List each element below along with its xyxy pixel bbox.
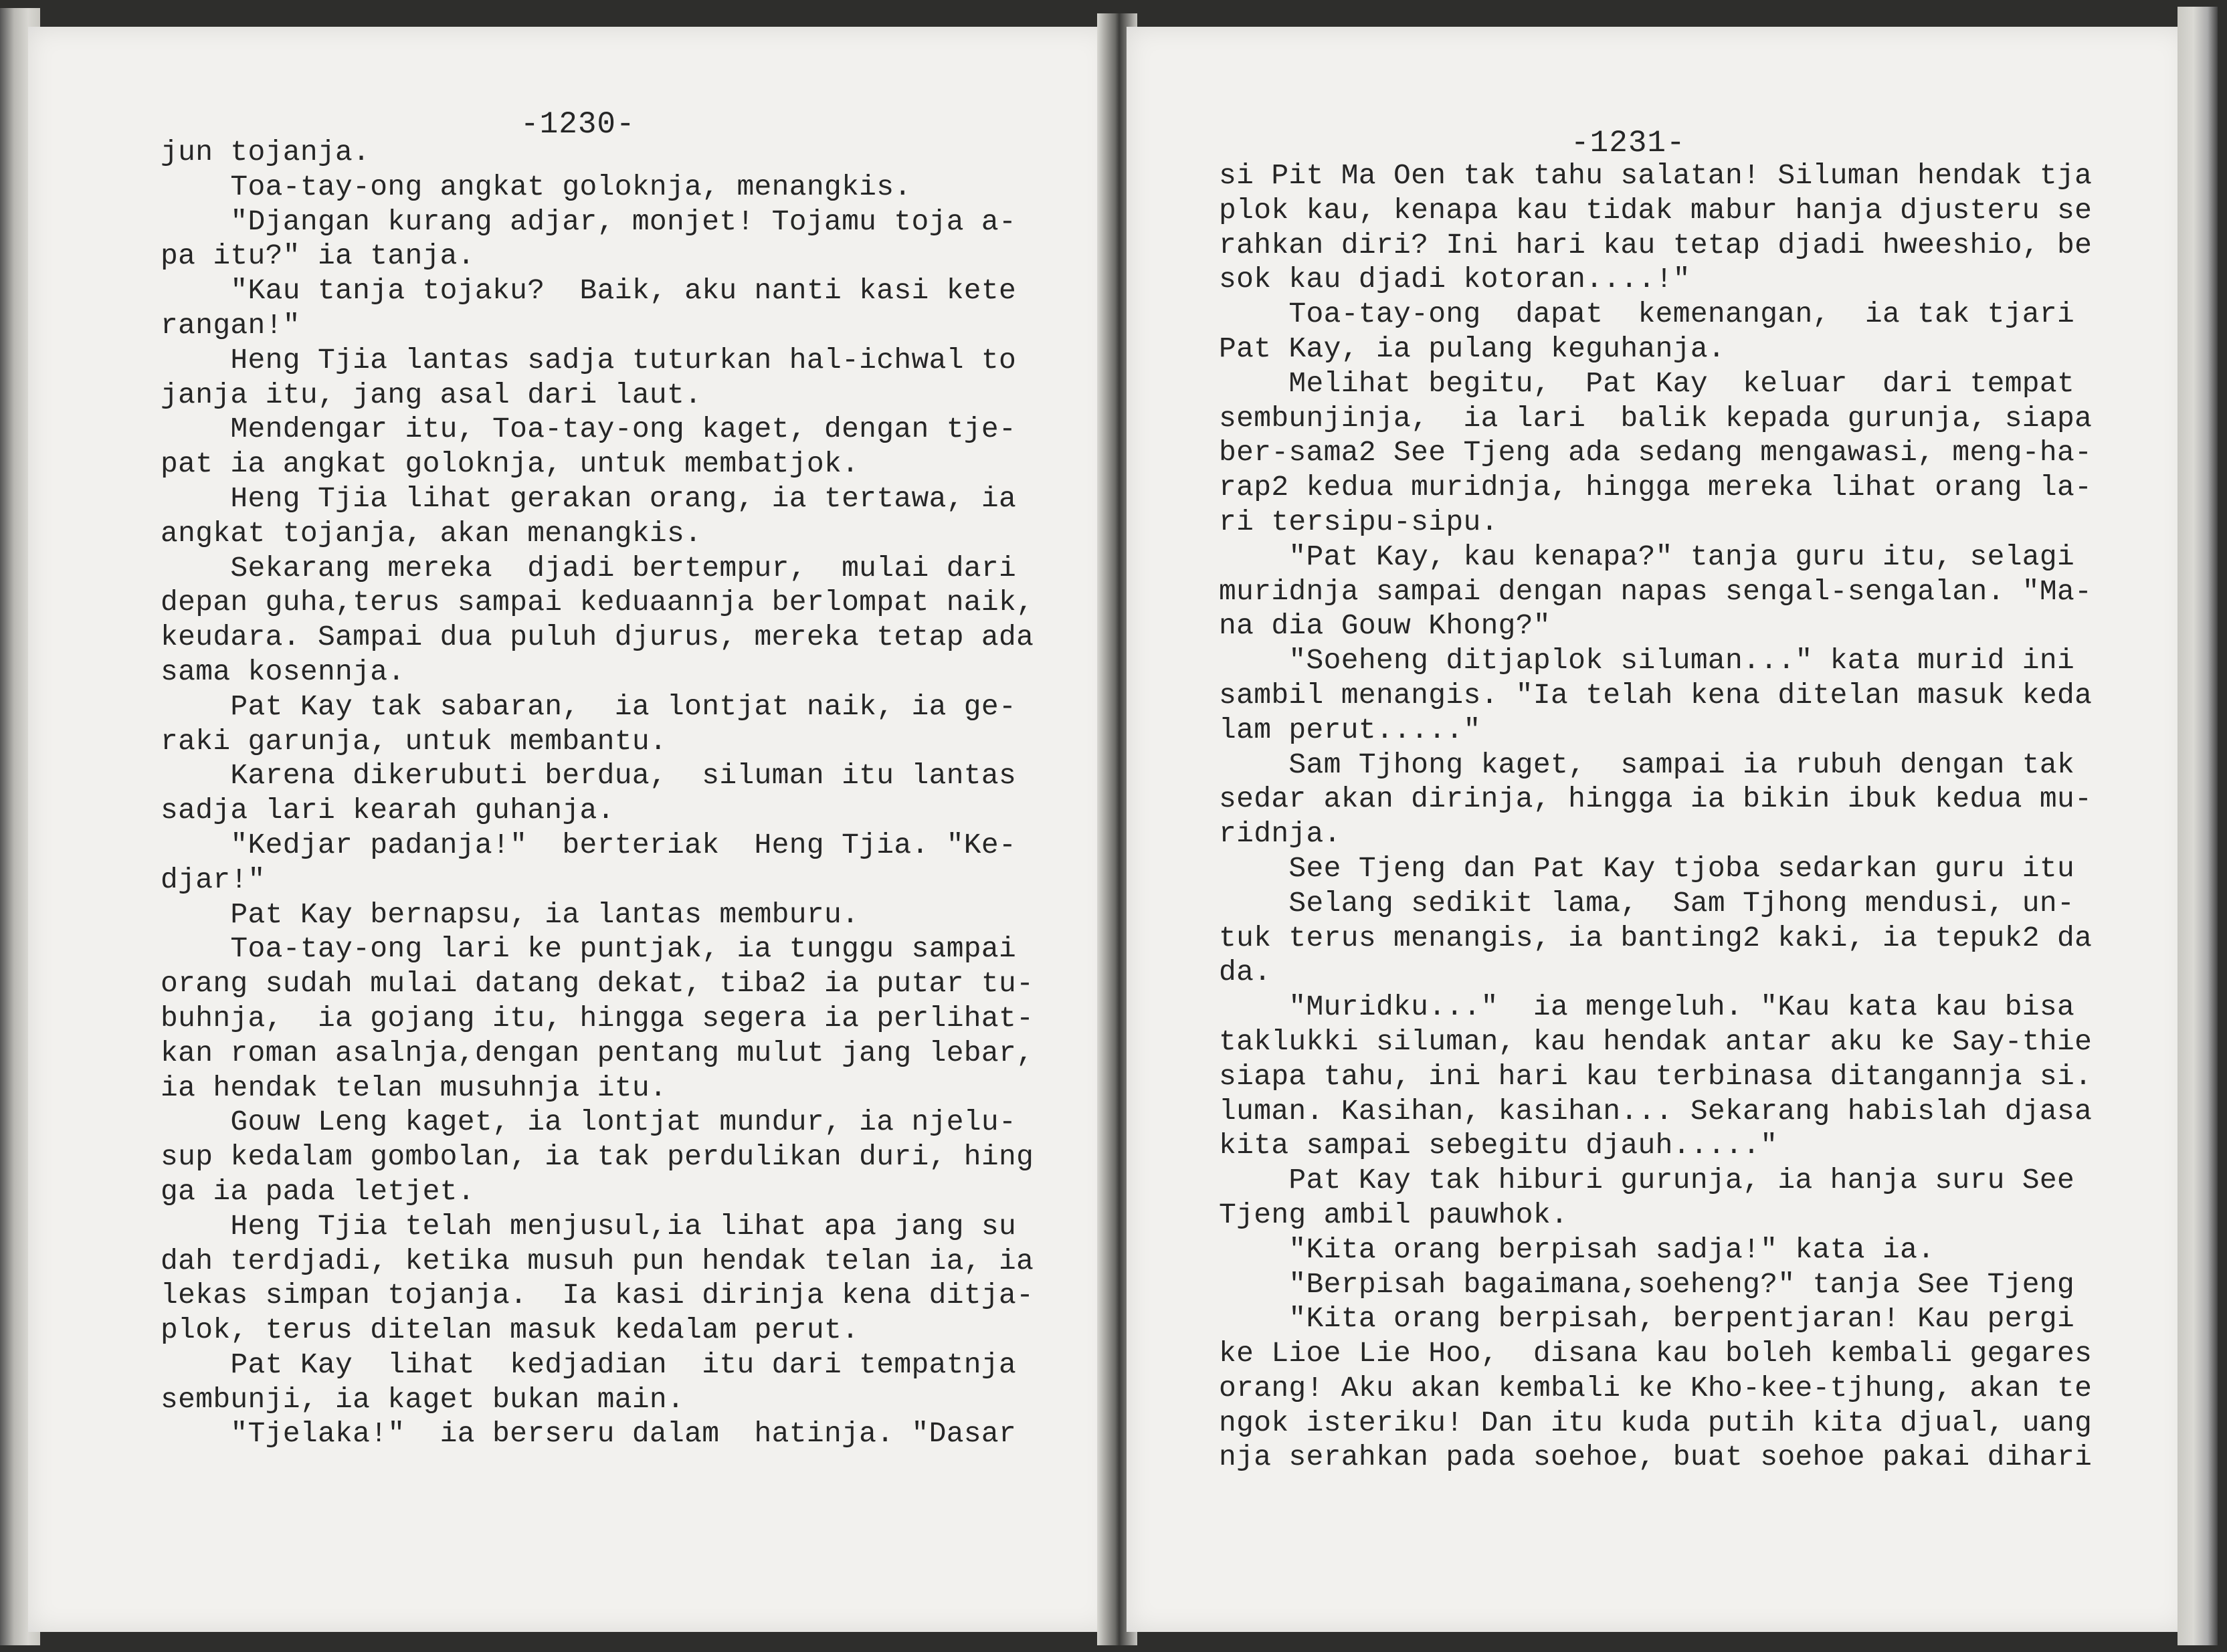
text-line: kan roman asalnja,dengan pentang mulut jang lebar, <box>161 1036 1034 1069</box>
text-line: si Pit Ma Oen tak tahu salatan! Siluman hendak tja <box>1219 159 2093 192</box>
text-line: orang! Aku akan kembali ke Kho-kee-tjhung, akan te <box>1219 1371 2093 1405</box>
text-line: "Soeheng ditjaplok siluman..." kata murid ini <box>1219 644 2075 678</box>
text-line: "Kau tanja tojaku? Baik, aku nanti kasi kete <box>161 274 1017 308</box>
text-line: keudara. Sampai dua puluh djurus, mereka tetap ada <box>161 621 1034 654</box>
text-line: Heng Tjia lantas sadja tuturkan hal-ichwal to <box>161 343 1017 377</box>
text-line: muridnja sampai dengan napas sengal-sengalan. "Ma- <box>1219 575 2093 608</box>
text-line: luman. Kasihan, kasihan... Sekarang habislah djasa <box>1219 1094 2093 1128</box>
text-line: Pat Kay bernapsu, ia lantas memburu. <box>161 898 860 931</box>
text-line: Mendengar itu, Toa-tay-ong kaget, dengan tje- <box>161 413 1017 446</box>
text-line: Sekarang mereka djadi bertempur, mulai dari <box>161 551 1017 585</box>
text-line: buhnja, ia gojang itu, hingga segera ia perlihat- <box>161 1001 1034 1035</box>
text-line: sambil menangis. "Ia telah kena ditelan masuk keda <box>1219 678 2093 712</box>
text-line: Tjeng ambil pauwhok. <box>1219 1198 1569 1231</box>
text-line: "Djangan kurang adjar, monjet! Tojamu toja a- <box>161 205 1017 238</box>
text-line: ber-sama2 See Tjeng ada sedang mengawasi, meng-ha- <box>1219 436 2093 470</box>
text-line: Selang sedikit lama, Sam Tjhong mendusi, un- <box>1219 886 2075 920</box>
right-page-edges <box>2177 7 2218 1645</box>
text-line: lam perut....." <box>1219 713 1481 746</box>
text-line: Pat Kay tak hiburi gurunja, ia hanja suru See <box>1219 1164 2075 1197</box>
text-line: ia hendak telan musuhnja itu. <box>161 1071 668 1104</box>
text-line: ga ia pada letjet. <box>161 1174 475 1208</box>
text-line: Toa-tay-ong dapat kemenangan, ia tak tjari <box>1219 298 2075 331</box>
text-line: sembunji, ia kaget bukan main. <box>161 1382 685 1416</box>
text-line: pa itu?" ia tanja. <box>161 239 475 273</box>
right-page-number: -1231- <box>1571 126 1686 161</box>
text-line: sedar akan dirinja, hingga ia bikin ibuk kedua mu- <box>1219 783 2093 816</box>
text-line: da. <box>1219 956 1272 989</box>
text-line: ridnja. <box>1219 817 1341 851</box>
text-line: Pat Kay, ia pulang keguhanja. <box>1219 332 1726 365</box>
text-line: na dia Gouw Khong?" <box>1219 609 1551 643</box>
text-line: tuk terus menangis, ia banting2 kaki, ia tepuk2 da <box>1219 921 2093 954</box>
text-line: sup kedalam gombolan, ia tak perdulikan duri, hing <box>161 1140 1034 1174</box>
text-line: depan guha,terus sampai keduaannja berlompat naik, <box>161 586 1034 619</box>
text-line: orang sudah mulai datang dekat, tiba2 ia putar tu- <box>161 967 1034 1001</box>
text-line: Heng Tjia telah menjusul,ia lihat apa jang su <box>161 1209 1017 1243</box>
text-line: Toa-tay-ong angkat goloknja, menangkis. <box>161 170 912 203</box>
text-line: Gouw Leng kaget, ia lontjat mundur, ia njelu- <box>161 1106 1017 1139</box>
text-line: Sam Tjhong kaget, sampai ia rubuh dengan tak <box>1219 748 2075 781</box>
text-line: djar!" <box>161 863 266 896</box>
text-line: angkat tojanja, akan menangkis. <box>161 516 702 550</box>
text-line: ri tersipu-sipu. <box>1219 505 1498 538</box>
text-line: janja itu, jang asal dari laut. <box>161 378 702 411</box>
text-line: Melihat begitu, Pat Kay keluar dari tempat <box>1219 367 2075 400</box>
text-line: rap2 kedua muridnja, hingga mereka lihat orang la- <box>1219 471 2093 504</box>
text-line: siapa tahu, ini hari kau terbinasa ditangannja si. <box>1219 1059 2093 1093</box>
text-line: Heng Tjia lihat gerakan orang, ia tertawa, ia <box>161 482 1017 515</box>
left-page-number: -1230- <box>520 107 636 142</box>
text-line: plok, terus ditelan masuk kedalam perut. <box>161 1314 860 1347</box>
text-line: Pat Kay lihat kedjadian itu dari tempatnja <box>161 1348 1017 1381</box>
text-line: ngok isteriku! Dan itu kuda putih kita djual, uang <box>1219 1406 2093 1439</box>
text-line: Karena dikerubuti berdua, siluman itu lantas <box>161 759 1017 793</box>
text-line: ke Lioe Lie Hoo, disana kau boleh kembali gegares <box>1219 1337 2093 1370</box>
right-page-body <box>1219 159 2092 1475</box>
text-line: nja serahkan pada soehoe, buat soehoe pakai dihari <box>1219 1441 2093 1474</box>
text-line: sadja lari kearah guhanja. <box>161 794 615 827</box>
text-line: rahkan diri? Ini hari kau tetap djadi hweeshio, be <box>1219 228 2093 262</box>
text-line: lekas simpan tojanja. Ia kasi dirinja kena ditja- <box>161 1279 1034 1312</box>
text-line: See Tjeng dan Pat Kay tjoba sedarkan guru itu <box>1219 851 2075 885</box>
text-line: Pat Kay tak sabaran, ia lontjat naik, ia ge- <box>161 690 1017 723</box>
text-line: sembunjinja, ia lari balik kepada gurunja, siapa <box>1219 401 2093 435</box>
text-line: "Kita orang berpisah sadja!" kata ia. <box>1219 1233 1935 1266</box>
text-line: dah terdjadi, ketika musuh pun hendak telan ia, ia <box>161 1244 1034 1277</box>
text-line: kita sampai sebegitu djauh....." <box>1219 1129 1778 1162</box>
text-line: "Pat Kay, kau kenapa?" tanja guru itu, selagi <box>1219 540 2075 573</box>
text-line: plok kau, kenapa kau tidak mabur hanja djusteru se <box>1219 193 2093 227</box>
text-line: raki garunja, untuk membantu. <box>161 724 668 758</box>
text-line: "Berpisah bagaimana,soeheng?" tanja See Tjeng <box>1219 1267 2075 1301</box>
text-line: "Muridku..." ia mengeluh. "Kau kata kau bisa <box>1219 991 2075 1024</box>
text-line: pat ia angkat goloknja, untuk membatjok. <box>161 447 860 481</box>
text-line: "Kedjar padanja!" berteriak Heng Tjia. "Ke- <box>161 828 1017 861</box>
text-line: "Tjelaka!" ia berseru dalam hatinja. "Dasar <box>161 1417 1017 1451</box>
text-line: "Kita orang berpisah, berpentjaran! Kau pergi <box>1219 1302 2075 1336</box>
text-line: rangan!" <box>161 308 300 342</box>
text-line: sama kosennja. <box>161 655 405 688</box>
left-page-body <box>161 135 1034 1451</box>
text-line: Toa-tay-ong lari ke puntjak, ia tunggu sampai <box>161 932 1017 966</box>
text-line: jun tojanja. <box>161 136 371 169</box>
text-line: taklukki siluman, kau hendak antar aku ke Say-thie <box>1219 1025 2093 1058</box>
text-line: sok kau djadi kotoran....!" <box>1219 263 1690 296</box>
